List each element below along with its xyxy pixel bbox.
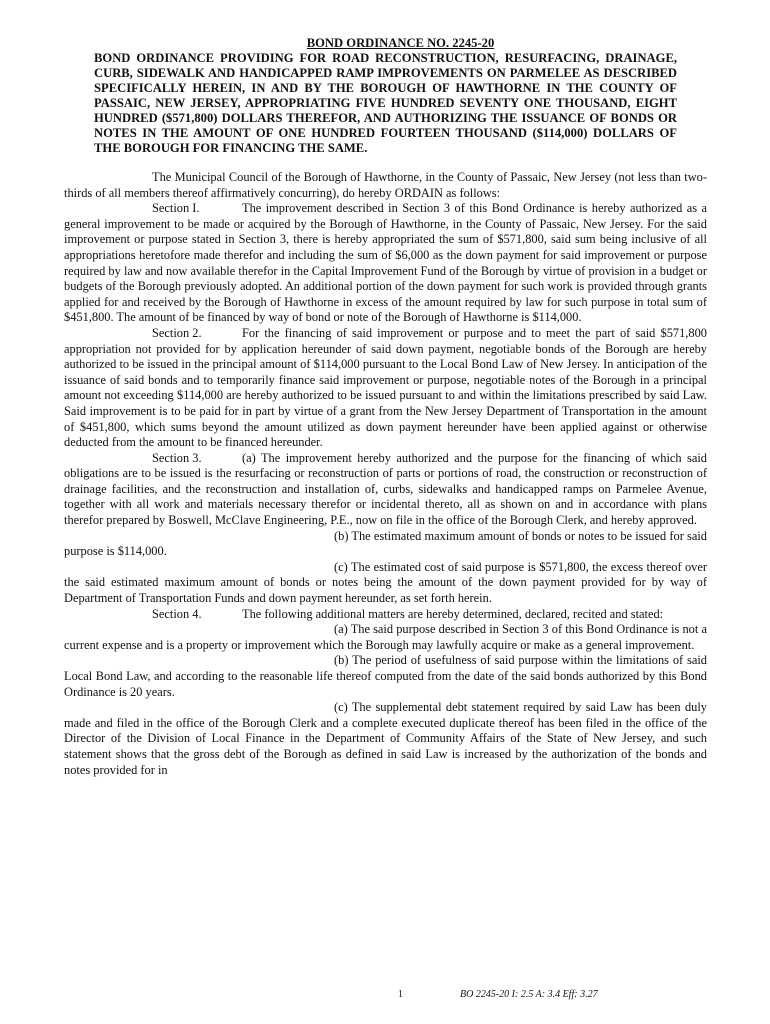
document-body (64, 36, 707, 778)
section-4 (64, 607, 707, 623)
page-footer (0, 989, 770, 1005)
section-4a: (a) The said purpose described in Section 3 of this Bond Ordinance is not a current expense and is a property or improvement which the Borough may lawfully acquire or make as a general improvement. (64, 622, 707, 652)
preamble: The Municipal Council of the Borough of Hawthorne, in the County of Passaic, New Jersey (not less than two-thirds of all members thereof affirmatively concurring), do hereby ORDAIN as follows: (64, 170, 707, 200)
section-3c: (c) The estimated cost of said purpose is $571,800, the excess thereof over the said estimated maximum amount of bonds or notes being the amount of the down payment provided for by way of Department of Transportation Funds and down payment hereunder, as set forth herein. (64, 559, 707, 606)
page-number: 1 (398, 989, 403, 1000)
section-4b: (b) The period of usefulness of said purpose within the limitations of said Local Bond Law, and according to the reasonable life thereof computed from the date of the said bonds authorized by this Bond Ordinance is 20 years. (64, 653, 707, 699)
ordinance-heading: BOND ORDINANCE PROVIDING FOR ROAD RECONSTRUCTION, RESURFACING, DRAINAGE, CURB, SIDEWALK AND HANDICAPPED RAMP IMPROVEMENTS ON PARMELEE AS DESCRIBED SPECIFICALLY HEREIN, IN AND BY THE BOROUGH OF HAWTHORNE IN THE COUNTY OF PASSAIC, NEW JERSEY, APPROPRIATING FIVE HUNDRED SEVENTY ONE THOUSAND, EIGHT HUNDRED ($571,800) DOLLARS THEREFOR, AND AUTHORIZING THE ISSUANCE OF BONDS OR NOTES IN THE AMOUNT OF ONE HUNDRED FOURTEEN THOUSAND ($114,000) DOLLARS OF THE BOROUGH FOR FINANCING THE SAME. (94, 51, 677, 155)
section-4c: (c) The supplemental debt statement required by said Law has been duly made and filed in the office of the Borough Clerk and a complete executed duplicate thereof has been filed in the office of the Director of the Division of Local Finance in the Department of Community Affairs of the State of New Jersey, and such statement shows that the gross debt of the Borough as defined in said Law is increased by the authorization of the bonds and notes provided for in (64, 700, 707, 777)
section-3a-text: (a) The improvement hereby authorized and the purpose for the financing of which said obligations are to be issued is the resurfacing or reconstruction of parts or portions of road, the construction or reconstruction of drainage facilities, and the reconstruction and installation of, curbs, sidewalks and handicapped ramps on Parmelee Avenue, together with all work and materials necessary therefor or incidental thereto, all as shown on and in accordance with plans therefor prepared by Boswell, McClave Engineering, P.E., now on file in the office of the Borough Clerk, and hereby approved. (64, 450, 707, 528)
section-2-text: For the financing of said improvement or purpose and to meet the part of said $571,800 appropriation not provided for by application hereunder of said down payment, negotiable bonds of the Borough are hereby authorized to be issued in the principal amount of $114,000 pursuant to the Local Bond Law of New Jersey. In anticipation of the issuance of said bonds and to temporarily finance said improvement or purpose, negotiable notes of the Borough in a principal amount not exceeding $114,000 are hereby authorized to be issued pursuant to and within the limitations prescribed by said Law. Said improvement is to be paid for in part by virtue of a grant from the New Jersey Department of Transportation in the amount of $451,800, which sums beyond the amount utilized as down payment hereunder have been applied against or otherwise deducted from the amount to be financed hereunder. (64, 325, 707, 450)
section-3a (64, 451, 707, 529)
section-4-label: Section 4. (152, 606, 202, 621)
section-1-text: The improvement described in Section 3 of this Bond Ordinance is hereby authorized as a general improvement to be made or acquired by the Borough of Hawthorne, in the County of Passaic, New Jersey. For the said improvement or purpose stated in Section 3, there is hereby appropriated the sum of $571,800, said sum being inclusive of all appropriations heretofore made therefor and including the sum of $6,000 as the down payment for said improvement or purpose required by law and now available therefor in the Capital Improvement Fund of the Borough by virtue of provision in a budget or budgets of the Borough previously adopted. An additional portion of the down payment for such work is provided through grants applied for and received by the Borough of Hawthorne in excess of the amount required by law for such purpose in total sum of $451,800. The amount of be financed by way of bond or note of the Borough of Hawthorne is $114,000. (64, 201, 707, 325)
section-1 (64, 201, 707, 326)
section-3b: (b) The estimated maximum amount of bonds or notes to be issued for said purpose is $114,000. (64, 528, 707, 559)
section-4-intro: The following additional matters are hereby determined, declared, recited and stated: (242, 606, 664, 621)
section-2-label: Section 2. (152, 325, 202, 340)
ordinance-title: BOND ORDINANCE NO. 2245-20 (306, 36, 495, 50)
section-1-label: Section I. (152, 201, 200, 216)
document-code: BO 2245-20 I: 2.5 A: 3.4 Eff: 3.27 (460, 989, 598, 1000)
section-2 (64, 326, 707, 451)
section-3-label: Section 3. (152, 450, 202, 465)
